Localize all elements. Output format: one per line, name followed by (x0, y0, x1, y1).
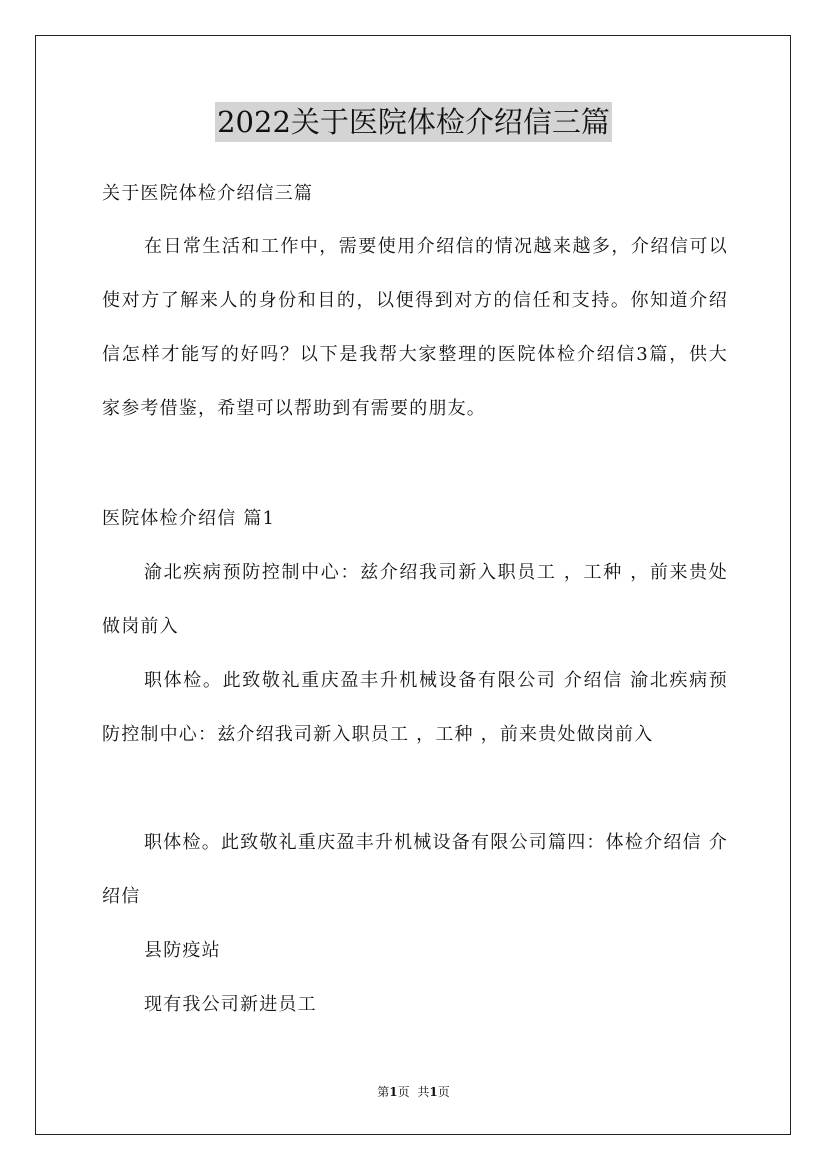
title-container (0, 102, 827, 142)
body-paragraph-5: 现有我公司新进员工 (144, 994, 317, 1015)
intro-paragraph: 在日常生活和工作中，需要使用介绍信的情况越来越多，介绍信可以使对方了解来人的身份和目的，以便得到对方的信任和支持。你知道介绍信怎样才能写的好吗？以下是我帮大家整理的医院体检介绍信3篇，供大家参考借鉴，希望可以帮助到有需要的朋友。 (102, 236, 728, 419)
body-paragraph-2: 职体检。此致敬礼重庆盈丰升机械设备有限公司 介绍信 渝北疾病预防控制中心：兹介绍我司新入职员工 ，工种 ，前来贵处做岗前入 (102, 670, 728, 745)
page-footer (0, 1083, 827, 1100)
footer-page-number: 1 (389, 1085, 398, 1099)
footer-total-prefix: 共 (417, 1085, 430, 1099)
body-paragraph-3: 职体检。此致敬礼重庆盈丰升机械设备有限公司篇四：体检介绍信 介绍信 (102, 832, 728, 907)
document-subtitle: 关于医院体检介绍信三篇 (102, 183, 314, 204)
document-title: 2022关于医院体检介绍信三篇 (215, 102, 612, 142)
footer-total-number: 1 (429, 1085, 438, 1099)
body-paragraph-4: 县防疫站 (144, 940, 221, 961)
section-heading-1: 医院体检介绍信 篇1 (102, 508, 276, 529)
footer-page-unit: 页 (397, 1085, 410, 1099)
footer-total-unit: 页 (437, 1085, 450, 1099)
footer-prefix: 第 (377, 1085, 390, 1099)
body-paragraph-1: 渝北疾病预防控制中心：兹介绍我司新入职员工 ，工种 ，前来贵处做岗前入 (102, 562, 728, 637)
